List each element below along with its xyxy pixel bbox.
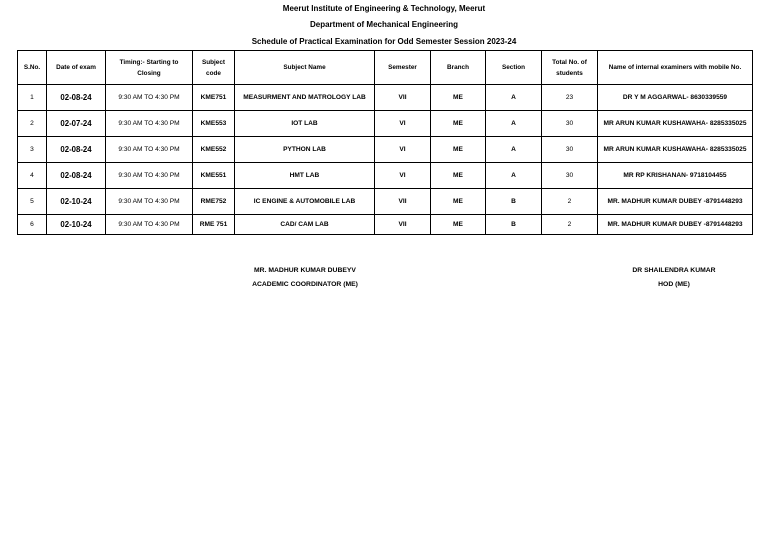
table-row: [18, 163, 753, 189]
exam-schedule-table: [17, 50, 753, 235]
cell-examiner: MR ARUN KUMAR KUSHAWAHA- 8285335025: [598, 111, 753, 137]
cell-total-students: 30: [542, 111, 598, 137]
cell-branch: ME: [431, 137, 486, 163]
cell-subject-name: CAD/ CAM LAB: [235, 215, 375, 235]
cell-subject-name: IOT LAB: [235, 111, 375, 137]
department-name: Department of Mechanical Engineering: [309, 20, 459, 29]
cell-branch: ME: [431, 163, 486, 189]
signatory-name: DR SHAILENDRA KUMAR: [632, 267, 716, 274]
col-header-date: Date of exam: [47, 51, 106, 85]
cell-subject-code: KME751: [193, 85, 235, 111]
cell-total-students: 2: [542, 189, 598, 215]
table-row: [18, 137, 753, 163]
cell-subject-name: HMT LAB: [235, 163, 375, 189]
cell-timing: 9:30 AM TO 4:30 PM: [106, 163, 193, 189]
cell-subject-name: MEASURMENT AND MATROLOGY LAB: [235, 85, 375, 111]
cell-section: A: [486, 137, 542, 163]
col-header-subject-code: Subject code: [193, 51, 235, 85]
cell-date: 02-08-24: [47, 85, 106, 111]
cell-timing: 9:30 AM TO 4:30 PM: [106, 111, 193, 137]
cell-examiner: MR RP KRISHANAN- 9718104455: [598, 163, 753, 189]
cell-branch: ME: [431, 85, 486, 111]
cell-sno: 2: [18, 111, 47, 137]
cell-section: B: [486, 215, 542, 235]
cell-timing: 9:30 AM TO 4:30 PM: [106, 137, 193, 163]
schedule-title: Schedule of Practical Examination for Odd Semester Session 2023-24: [251, 37, 517, 46]
col-header-semester: Semester: [375, 51, 431, 85]
col-header-subject-name: Subject Name: [235, 51, 375, 85]
signatory-title: ACADEMIC COORDINATOR (ME): [252, 281, 358, 288]
cell-total-students: 30: [542, 163, 598, 189]
col-header-branch: Branch: [431, 51, 486, 85]
cell-total-students: 2: [542, 215, 598, 235]
col-header-sno: S.No.: [18, 51, 47, 85]
cell-examiner: DR Y M AGGARWAL- 8630339559: [598, 85, 753, 111]
signatory-name: MR. MADHUR KUMAR DUBEYV: [254, 267, 356, 274]
cell-date: 02-08-24: [47, 137, 106, 163]
cell-date: 02-08-24: [47, 163, 106, 189]
col-header-section: Section: [486, 51, 542, 85]
cell-semester: VI: [375, 163, 431, 189]
table-row: [18, 189, 753, 215]
cell-section: A: [486, 85, 542, 111]
cell-branch: ME: [431, 215, 486, 235]
col-header-timing: Timing:- Starting to Closing: [106, 51, 193, 85]
cell-date: 02-07-24: [47, 111, 106, 137]
cell-date: 02-10-24: [47, 215, 106, 235]
table-row: [18, 85, 753, 111]
cell-examiner: MR. MADHUR KUMAR DUBEY -8791448293: [598, 215, 753, 235]
cell-section: B: [486, 189, 542, 215]
cell-semester: VI: [375, 137, 431, 163]
institute-name: Meerut Institute of Engineering & Technology, Meerut: [282, 4, 486, 13]
cell-semester: VII: [375, 189, 431, 215]
cell-semester: VII: [375, 85, 431, 111]
cell-timing: 9:30 AM TO 4:30 PM: [106, 85, 193, 111]
cell-subject-code: RME752: [193, 189, 235, 215]
table-header-row: [18, 51, 753, 85]
cell-timing: 9:30 AM TO 4:30 PM: [106, 215, 193, 235]
signature-hod: [604, 264, 744, 292]
signature-academic-coordinator: [235, 264, 375, 292]
cell-branch: ME: [431, 111, 486, 137]
cell-subject-code: RME 751: [193, 215, 235, 235]
cell-sno: 3: [18, 137, 47, 163]
cell-section: A: [486, 163, 542, 189]
cell-sno: 1: [18, 85, 47, 111]
col-header-total-students: Total No. of students: [542, 51, 598, 85]
signatory-title: HOD (ME): [658, 281, 690, 288]
cell-subject-code: KME551: [193, 163, 235, 189]
cell-total-students: 30: [542, 137, 598, 163]
cell-section: A: [486, 111, 542, 137]
table-row: [18, 215, 753, 235]
col-header-examiners: Name of internal examiners with mobile No.: [598, 51, 753, 85]
cell-branch: ME: [431, 189, 486, 215]
cell-sno: 5: [18, 189, 47, 215]
cell-examiner: MR ARUN KUMAR KUSHAWAHA- 8285335025: [598, 137, 753, 163]
cell-sno: 6: [18, 215, 47, 235]
cell-total-students: 23: [542, 85, 598, 111]
cell-semester: VII: [375, 215, 431, 235]
table-row: [18, 111, 753, 137]
cell-subject-name: IC ENGINE & AUTOMOBILE LAB: [235, 189, 375, 215]
cell-subject-code: KME552: [193, 137, 235, 163]
cell-semester: VI: [375, 111, 431, 137]
cell-subject-code: KME553: [193, 111, 235, 137]
cell-date: 02-10-24: [47, 189, 106, 215]
cell-sno: 4: [18, 163, 47, 189]
cell-examiner: MR. MADHUR KUMAR DUBEY -8791448293: [598, 189, 753, 215]
cell-subject-name: PYTHON LAB: [235, 137, 375, 163]
cell-timing: 9:30 AM TO 4:30 PM: [106, 189, 193, 215]
